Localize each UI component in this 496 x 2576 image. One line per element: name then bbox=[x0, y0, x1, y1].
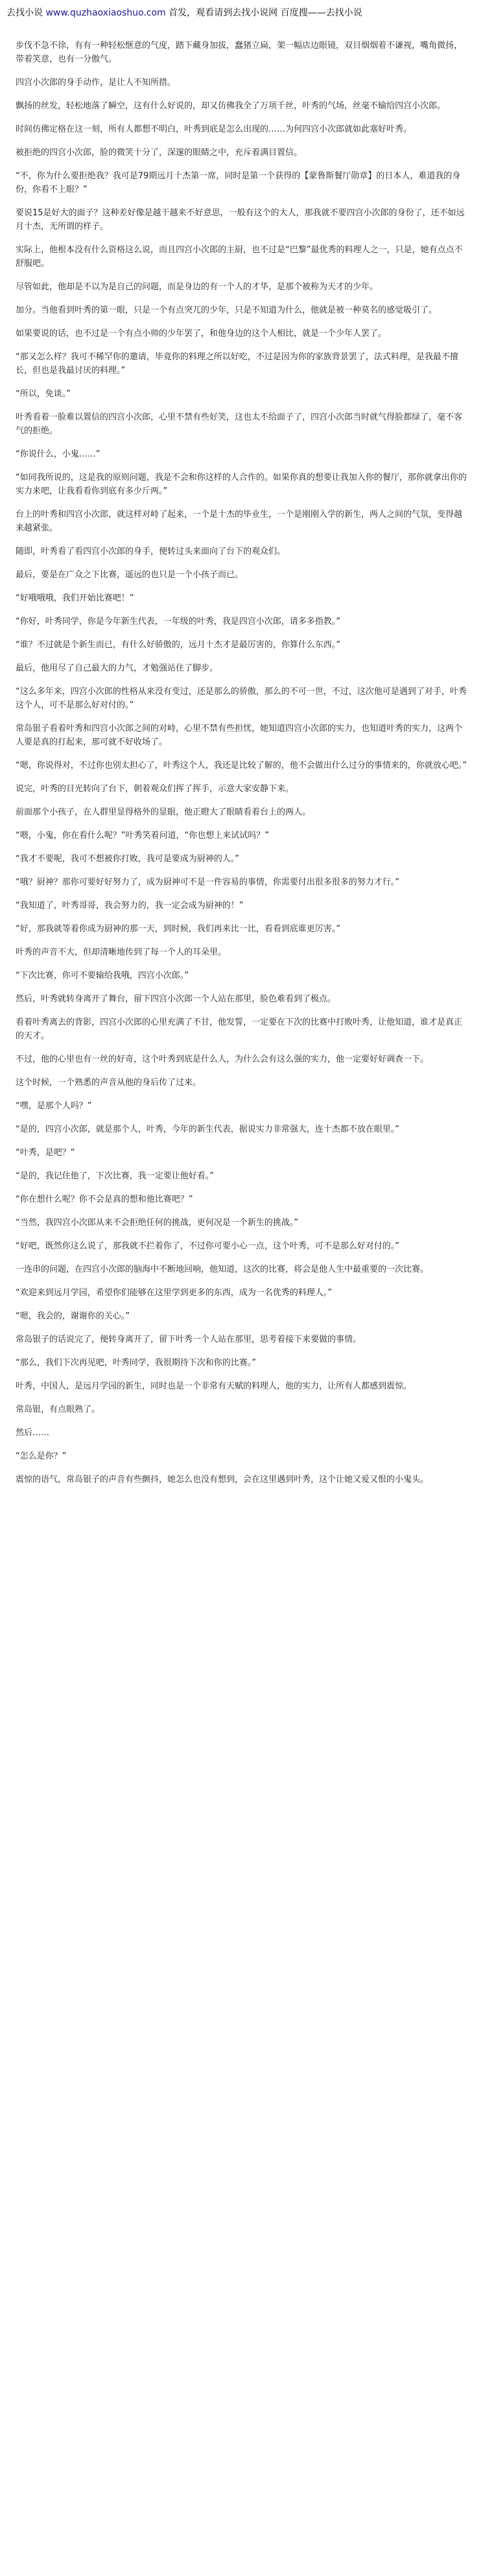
paragraph: 随即，叶秀看了看四宫小次郎的身手，便转过头来面向了台下的观众们。 bbox=[16, 547, 286, 556]
site-url-link[interactable]: www.quzhaoxiaoshuo.com bbox=[45, 8, 166, 18]
paragraph: 实际上，他根本没有什么资格这么说，而且四宫小次郎的主厨，也不过是“巴黎”最优秀的料理人之一，只是，她有点点不舒服吧。 bbox=[16, 245, 463, 268]
paragraph: 叶秀，中国人，是远月学园的新生，同时也是一个非常有天赋的料理人，他的实力，让所有人都感到震惊。 bbox=[16, 1381, 412, 1391]
paragraph: “欢迎来到远月学园，希望你们能够在这里学到更多的东西，成为一名优秀的料理人。” bbox=[16, 1288, 332, 1298]
paragraph: “好哦哦哦，我们开始比赛吧！” bbox=[16, 593, 134, 603]
paragraph: 这个时候，一个熟悉的声音从他的身后传了过来。 bbox=[16, 1078, 202, 1088]
paragraph: “当然，我四宫小次郎从来不会拒绝任何的挑战，更何况是一个新生的挑战。” bbox=[16, 1218, 298, 1228]
paragraph: “是的，四宫小次郎，就是那个人，叶秀，今年的新生代表，据说实力非常强大，连十杰都不放在眼里。” bbox=[16, 1125, 399, 1134]
paragraph: 最后，要是在广众之下比赛，遥远的也只是一个小孩子而已。 bbox=[16, 570, 244, 580]
paragraph: “我才不要呢，我可不想被你打败，我可是要成为厨神的人。” bbox=[16, 854, 239, 864]
paragraph: 常岛银子的话说完了，便转身离开了，留下叶秀一个人站在那里，思考着接下来要做的事情。 bbox=[16, 1335, 362, 1344]
paragraph: “叶秀，是吧？” bbox=[16, 1148, 75, 1158]
paragraph: “是的，我记住他了，下次比赛，我一定要让他好看。” bbox=[16, 1171, 214, 1181]
paragraph: “好吧，既然你这么说了，那我就不拦着你了，不过你可要小心一点，这个叶秀，可不是那么好对付的。” bbox=[16, 1241, 399, 1251]
paragraph: 一连串的问题，在四宫小次郎的脑海中不断地回响，他知道，这次的比赛，将会是他人生中最重要的一次比赛。 bbox=[16, 1265, 429, 1274]
paragraph: “嗯，你说得对，不过你也别太担心了，叶秀这个人，我还是比较了解的，他不会做出什么过分的事情来的，你就放心吧。” bbox=[16, 761, 467, 770]
paragraph: “嘿，是那个人吗？” bbox=[16, 1101, 92, 1111]
paragraph: “如同我所说的，这是我的原则问题，我是不会和你这样的人合作的。如果你真的想要让我加入你的餐厅，那你就拿出你的实力来吧，让我看看你到底有多少斤两。” bbox=[16, 473, 467, 496]
site-header bbox=[0, 0, 496, 26]
paragraph: 加分。当他看到叶秀的第一眼，只是一个有点突兀的少年，只是不知道为什么，他就是被一种莫名的感觉吸引了。 bbox=[16, 305, 438, 315]
chapter-content bbox=[16, 39, 469, 1496]
paragraph: 然后…… bbox=[16, 1428, 50, 1438]
paragraph: “我知道了，叶秀哥哥，我会努力的，我一定会成为厨神的！” bbox=[16, 901, 244, 911]
paragraph: 常岛银，有点眼熟了。 bbox=[16, 1405, 100, 1414]
paragraph: 四宫小次郎的身手动作，是让人不知所措。 bbox=[16, 78, 176, 88]
paragraph: “那又怎么样？我可不稀罕你的邀请，毕竟你的料理之所以好吃，不过是因为你的家族背景罢了，法式料理，是我最不擅长，但也是我最讨厌的料理。” bbox=[16, 352, 458, 376]
paragraph: 要说15是好大的面子？这种差好像是越干越来不好意思，一般有这个的大人，那我就不要四宫小次郎的身份了，还不如远月十杰，无所谓的样子。 bbox=[16, 208, 465, 232]
paragraph: “那么，我们下次再见吧，叶秀同学，我很期待下次和你的比赛。” bbox=[16, 1358, 256, 1368]
paragraph: “所以，免谈。” bbox=[16, 389, 71, 399]
paragraph: 尽管如此，他却是不以为是自己的问题，而是身边的有一个人的才华，是那个被称为天才的少年。 bbox=[16, 282, 379, 292]
paragraph: “你好，叶秀同学，你是今年新生代表，一年级的叶秀，我是四宫小次郎，请多多指教。” bbox=[16, 617, 340, 626]
paragraph: 不过，他的心里也有一丝的好奇，这个叶秀到底是什么人，为什么会有这么强的实力，他一定要好好调查一下。 bbox=[16, 1055, 429, 1064]
paragraph: “这么多年来，四宫小次郎的性格从来没有变过，还是那么的骄傲，那么的不可一世，不过，这次他可是遇到了对手，叶秀这个人，可不是那么好对付的。” bbox=[16, 687, 467, 710]
paragraph: 最后，他用尽了自己最大的力气，才勉强站住了脚步。 bbox=[16, 663, 218, 673]
paragraph: 常岛银子看着叶秀和四宫小次郎之间的对峙，心里不禁有些担忧，她知道四宫小次郎的实力，也知道叶秀的实力，这两个人要是真的打起来，那可就不好收场了。 bbox=[16, 724, 463, 747]
paragraph: 被拒绝的四宫小次郎，脸的微笑十分了，深邃的眼睛之中，充斥着满目置信。 bbox=[16, 148, 303, 158]
paragraph: “你在想什么呢？你不会是真的想和他比赛吧？” bbox=[16, 1195, 193, 1204]
paragraph: 叶秀的声音不大，但却清晰地传到了每一个人的耳朵里。 bbox=[16, 948, 227, 957]
paragraph: 然后，叶秀就转身离开了舞台，留下四宫小次郎一个人站在那里，脸色难看到了极点。 bbox=[16, 994, 337, 1004]
paragraph: 看着叶秀离去的背影，四宫小次郎的心里充满了不甘，他发誓，一定要在下次的比赛中打败叶秀，让他知道，谁才是真正的天才。 bbox=[16, 1018, 463, 1041]
paragraph: “谁？不过就是个新生而已，有什么好骄傲的，远月十杰才是最厉害的，你算什么东西。” bbox=[16, 640, 340, 650]
paragraph: 叶秀看着一脸难以置信的四宫小次郎，心里不禁有些好笑，这也太不给面子了，四宫小次郎当时就气得脸都绿了，毫不客气的拒绝。 bbox=[16, 412, 463, 436]
paragraph: 时间仿佛定格在这一刻，所有人都想不明白，叶秀到底是怎么出现的……为何四宫小次郎就如此塞好叶秀。 bbox=[16, 125, 412, 134]
paragraph: 震惊的语气，常岛银子的声音有些颤抖，她怎么也没有想到，会在这里遇到叶秀，这个让她又爱又恨的小鬼头。 bbox=[16, 1475, 429, 1485]
paragraph: “下次比赛，你可不要输给我哦，四宫小次郎。” bbox=[16, 971, 189, 981]
header-notice: 首发，观看请到去找小说网 百度搜——去找小说 bbox=[169, 8, 362, 18]
paragraph: 如果要说的话，也不过是一个有点小帅的少年罢了，和他身边的这个人相比，就是一个少年人罢了。 bbox=[16, 329, 387, 339]
paragraph: “哦？厨神？那你可要好好努力了，成为厨神可不是一件容易的事情，你需要付出很多很多的努力才行。” bbox=[16, 877, 399, 887]
site-name: 去找小说 bbox=[6, 8, 43, 18]
paragraph: 飘扬的丝发，轻松地落了瞬空，这有什么好说的，却又仿佛我全了万项千丝，叶秀的气场，丝毫不输给四宫小次郎。 bbox=[16, 101, 446, 111]
paragraph: 前面那个小孩子，在人群里显得格外的显眼，他正瞪大了眼睛看着台上的两人。 bbox=[16, 807, 311, 817]
paragraph: “喂，小鬼，你在看什么呢？”叶秀笑着问道，“你也想上来试试吗？” bbox=[16, 831, 269, 841]
paragraph: “怎么是你？” bbox=[16, 1451, 67, 1461]
paragraph: “嗯，我会的，谢谢你的关心。” bbox=[16, 1311, 130, 1321]
paragraph: “你说什么，小鬼……” bbox=[16, 449, 100, 459]
paragraph: “不，你为什么要拒绝我？我可是79期远月十杰第一席，同时是第一个获得的【蒙鲁斯餐厅勋章】的日本人，难道我的身份，你看不上眼？” bbox=[16, 171, 461, 195]
paragraph: 步伐不急不徐，有有一种轻松惬意的气度，踏下藏身加拔，蠢猪立扁，架一幅店边眼镜，双目烟烟着不谦视，嘴角微扬，带着笑意，也有一分傲气。 bbox=[16, 41, 463, 64]
paragraph: 台上的叶秀和四宫小次郎，就这样对峙了起来，一个是十杰的毕业生，一个是刚刚入学的新生，两人之间的气氛，变得越来越紧张。 bbox=[16, 510, 463, 533]
paragraph: “好，那我就等着你成为厨神的那一天，到时候，我们再来比一比，看看到底谁更厉害。” bbox=[16, 924, 340, 934]
paragraph: 说完，叶秀的目光转向了台下，朝着观众们挥了挥手，示意大家安静下来。 bbox=[16, 784, 294, 794]
